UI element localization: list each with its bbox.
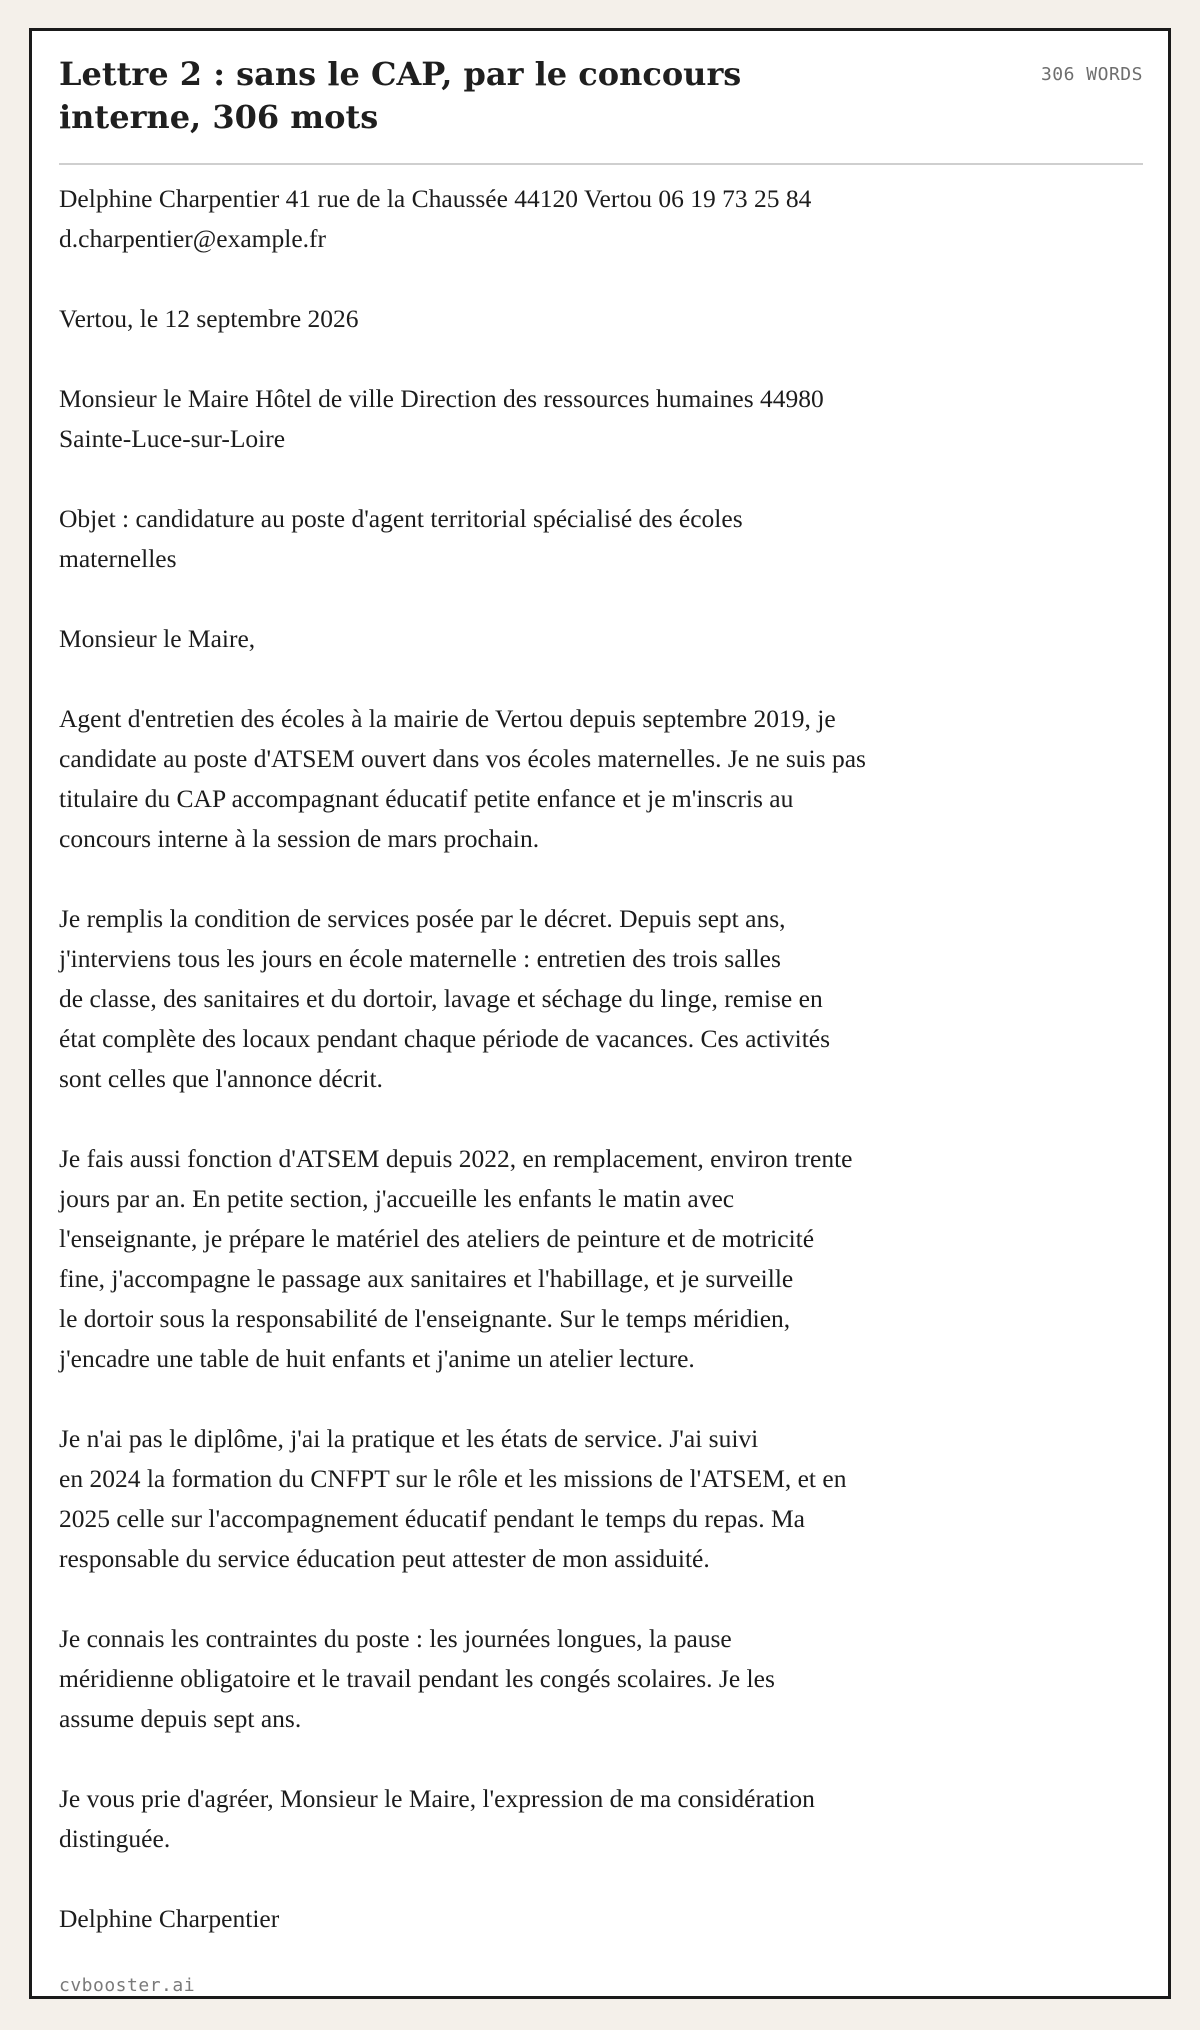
header-divider	[59, 163, 1143, 165]
signature: Delphine Charpentier	[59, 1904, 280, 1933]
recipient-block: Monsieur le Maire Hôtel de ville Direction des ressources humaines 44980 Sainte-Luce-sur-Loire	[59, 384, 824, 453]
subject-line: Objet : candidature au poste d'agent territorial spécialisé des écoles maternelles	[59, 504, 743, 573]
body-paragraph: Je remplis la condition de services posée par le décret. Depuis sept ans, j'interviens tous les jours en école maternelle : entretien des trois salles de classe, des sanitaires et du dortoir, lavage et séchage du linge, remise en état complète des locaux pendant chaque période de vacances. Ces activités sont celles que l'annonce décrit.	[59, 904, 831, 1093]
salutation: Monsieur le Maire,	[59, 624, 256, 653]
body-paragraph: Je n'ai pas le diplôme, j'ai la pratique et les états de service. J'ai suivi en 2024 la formation du CNFPT sur le rôle et les missions de l'ATSEM, et en 2025 celle sur l'accompagnement éducatif pendant le temps du repas. Ma responsable du service éducation peut attester de mon assiduité.	[59, 1424, 847, 1573]
letter-card	[29, 28, 1171, 1999]
body-paragraph: Je fais aussi fonction d'ATSEM depuis 2022, en remplacement, environ trente jours par an. En petite section, j'accueille les enfants le matin avec l'enseignante, je prépare le matériel des ateliers de peinture et de motricité fine, j'accompagne le passage aux sanitaires et l'habillage, et je surveille le dortoir sous la responsabilité de l'enseignante. Sur le temps méridien, j'encadre une table de huit enfants et j'anime un atelier lecture.	[59, 1144, 853, 1373]
letter-body	[59, 179, 1019, 1939]
word-count-badge: 306 WORDS	[1040, 64, 1143, 85]
footer-brand: cvbooster.ai	[59, 1975, 196, 1996]
body-paragraph: Agent d'entretien des écoles à la mairie de Vertou depuis septembre 2019, je candidate au poste d'ATSEM ouvert dans vos écoles maternelles. Je ne suis pas titulaire du CAP accompagnant éducatif petite enfance et je m'inscris au concours interne à la session de mars prochain.	[59, 704, 866, 853]
closing-formula: Je vous prie d'agréer, Monsieur le Maire, l'expression de ma considération distinguée.	[59, 1784, 815, 1853]
letter-title: Lettre 2 : sans le CAP, par le concours interne, 306 mots	[59, 55, 742, 136]
date-line: Vertou, le 12 septembre 2026	[59, 304, 359, 333]
body-paragraph: Je connais les contraintes du poste : les journées longues, la pause méridienne obligatoire et le travail pendant les congés scolaires. Je les assume depuis sept ans.	[59, 1624, 775, 1733]
sender-block: Delphine Charpentier 41 rue de la Chaussée 44120 Vertou 06 19 73 25 84 d.charpentier@example.fr	[59, 184, 812, 253]
